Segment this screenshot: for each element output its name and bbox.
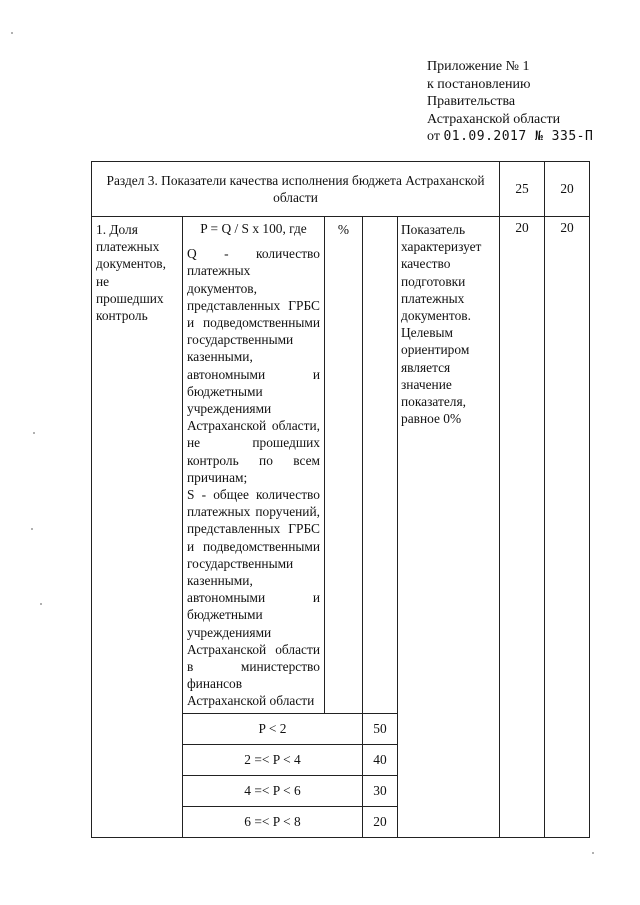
section-title: Раздел 3. Показатели качества исполнения бюджета Астраханской области: [92, 162, 500, 217]
appendix-date-line: [427, 128, 632, 146]
indicator-max-score: 20: [500, 217, 545, 838]
indicator-formula-cell: [183, 217, 325, 714]
range-score: 20: [363, 806, 398, 837]
indicator-weight: 20: [545, 217, 590, 838]
appendix-reference: к постановлению: [427, 76, 531, 92]
range-condition: 4 =< P < 6: [183, 775, 363, 806]
appendix-number: Приложение № 1: [427, 59, 530, 74]
indicator-description: Показатель характеризует качество подготовки платежных документов. Целевым ориентиром является значение показателя, равное 0%: [398, 217, 500, 838]
scan-speck: [40, 603, 42, 605]
section-max-score: 25: [500, 162, 545, 217]
indicators-table: [91, 161, 590, 838]
section-weight: 20: [545, 162, 590, 217]
appendix-authority: Правительства: [427, 94, 516, 109]
range-condition: 2 =< P < 4: [183, 744, 363, 775]
indicator-formula: P = Q / S x 100, где: [200, 221, 307, 236]
appendix-region: Астраханской области: [427, 111, 561, 127]
indicator-row: [92, 217, 590, 714]
range-condition: P < 2: [183, 713, 363, 744]
section-row: [92, 162, 590, 217]
indicator-name: 1. Доля платежных документов, не прошедших контроль: [92, 217, 183, 838]
date-prefix: от: [427, 129, 440, 144]
range-condition: 6 =< P < 8: [183, 806, 363, 837]
indicator-unit: %: [325, 217, 363, 714]
formula-q-definition: Q - количество платежных документов, представленных ГРБС и подведомственными государственными казенными, автономными и бюджетными учреждениями Астраханской области, не прошедших контроль по всем причинам;: [187, 246, 320, 485]
range-score: 40: [363, 744, 398, 775]
scan-speck: [31, 528, 33, 530]
formula-s-definition: S - общее количество платежных поручений, представленных ГРБС и подведомственными государственными казенными, автономными и бюджетными учреждениями Астраханской области в министерство финансов Астраханской области: [187, 487, 320, 709]
scan-speck: [11, 32, 13, 34]
indicator-score-empty: [363, 217, 398, 714]
date-and-number: 01.09.2017 № 335-П: [443, 129, 594, 144]
scan-speck: [592, 852, 594, 854]
scan-speck: [33, 432, 35, 434]
appendix-header: [427, 58, 632, 146]
range-score: 50: [363, 713, 398, 744]
range-score: 30: [363, 775, 398, 806]
